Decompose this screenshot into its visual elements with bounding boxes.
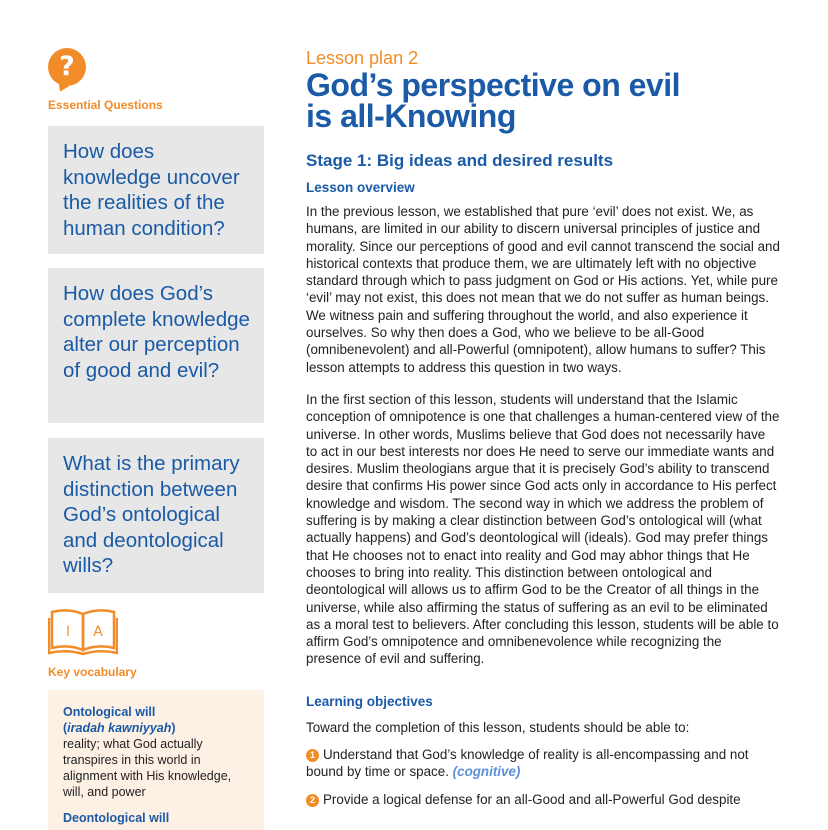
book-letter-arabic: ا xyxy=(66,624,70,640)
essential-question-3: What is the primary distinction between God’s ontological and deontological wills? xyxy=(48,438,264,593)
lesson-plan-label: Lesson plan 2 xyxy=(306,48,419,68)
open-book-icon xyxy=(48,606,118,656)
vocab-term: Ontological will xyxy=(63,705,156,719)
vocab-arabic-term: (iradah kawniyyah) xyxy=(63,721,176,735)
objective-text: Understand that God’s knowledge of reality is all-encompassing and not bound by time or space. xyxy=(306,747,749,780)
title-line-1: God’s perspective on evil xyxy=(306,67,680,103)
objectives-intro: Toward the completion of this lesson, students should be able to: xyxy=(306,719,690,735)
vocab-definition: reality; what God actually transpires in this world in alignment with His knowledge, will, and power xyxy=(63,737,232,799)
essential-question-1: How does knowledge uncover the realities of the human condition? xyxy=(48,126,264,254)
overview-paragraph-1: In the previous lesson, we established that pure ‘evil’ does not exist. We, as humans, are limited in our ability to discern universal principles of justice and morality. Since our perceptions of good and evil cannot transcend the social and historical contexts that produce them, we are ultimately left with no objective standard through which to pass judgment on God or His actions. Yet, while pure ‘evil’ may not exist, this does not mean that we do not suffer as human beings. We witness pain and suffering throughout the world, and also experience it ourselves. So why then does a God, who we believe to be all-Good (omnibenevolent) and all-Powerful (omnipotent), allow humans to suffer? This lesson attempts to address this question in two ways. xyxy=(306,204,780,375)
objective-item xyxy=(306,746,780,781)
overview-paragraph-2: In the first section of this lesson, students will understand that the Islamic conception of omnipotence is one that challenges a human-centered view of the universe. In other words, Muslims believe that God does not necessarily have to act in our best interests nor does He need to serve our immediate wants and desires. Muslim theologians argue that it is precisely God’s ability to transcend desire that confirms His power since God acts only in accordance to His perfect knowledge and wisdom. The second way in which we address the problem of suffering is by making a clear distinction between God’s ontological will (what actually happens) and God’s deontological will (ideals). God may prefer things that He chooses not to enact into reality and God may abhor things that He chooses to bring into reality. This distinction between ontological and deontological will allows us to affirm God to be the Creator of all things in the universe, while also affirming the status of suffering as an evil to be eliminated as a moral test to believers. After concluding this lesson, students will be able to affirm God’s omnipotence and omnibenevolence while recognizing the presence of evil and suffering. xyxy=(306,391,780,667)
vocab-arabic: iradah kawniyyah xyxy=(67,721,172,735)
objective-item xyxy=(306,791,780,808)
book-letter-latin: A xyxy=(93,624,103,640)
essential-questions-label: Essential Questions xyxy=(48,98,163,112)
title-line-2: is all-Knowing xyxy=(306,98,516,134)
vocabulary-box xyxy=(48,690,264,830)
objective-number: 1 xyxy=(306,749,319,762)
lesson-overview-heading: Lesson overview xyxy=(306,180,415,195)
objective-number: 2 xyxy=(306,794,319,807)
page-title xyxy=(306,67,780,134)
main-content xyxy=(306,48,780,808)
stage-heading: Stage 1: Big ideas and desired results xyxy=(306,151,614,170)
essential-question-2: How does God’s complete knowledge alter our perception of good and evil? xyxy=(48,268,264,423)
learning-objectives-heading: Learning objectives xyxy=(306,693,433,709)
objective-text: Provide a logical defense for an all-Good and all-Powerful God despite xyxy=(323,791,741,807)
question-mark-icon: ? xyxy=(48,48,86,86)
key-vocabulary-label: Key vocabulary xyxy=(48,665,137,679)
sidebar-header xyxy=(48,48,264,112)
vocab-term-2: Deontological will xyxy=(63,811,170,825)
objective-tag: (cognitive) xyxy=(452,764,521,780)
